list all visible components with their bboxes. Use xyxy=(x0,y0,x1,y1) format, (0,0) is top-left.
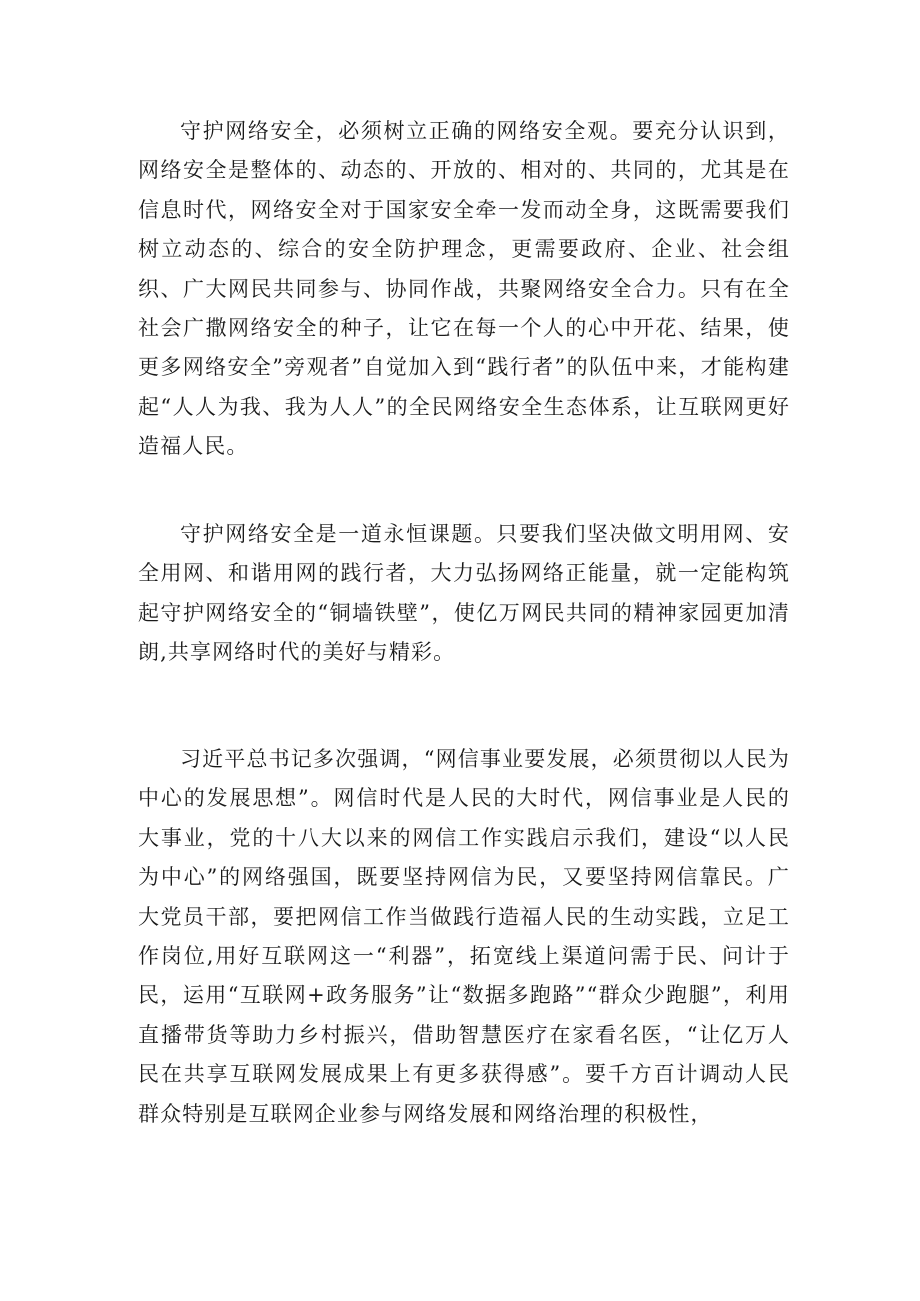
paragraph-eternal-topic: 守护网络安全是一道永恒课题。只要我们坚决做文明用网、安全用网、和谐用网的践行者，大力弘扬网络正能量，就一定能构筑起守护网络安全的“铜墙铁壁”，使亿万网民共同的精神家园更加清朗,共享网络时代的美好与精彩。 xyxy=(138,522,790,665)
paragraph-network-security-view: 守护网络安全，必须树立正确的网络安全观。要充分认识到，网络安全是整体的、动态的、开放的、相对的、共同的，尤其是在信息时代，网络安全对于国家安全牵一发而动全身，这既需要我们树立动态的、综合的安全防护理念，更需要政府、企业、社会组织、广大网民共同参与、协同作战，共聚网络安全合力。只有在全社会广撒网络安全的种子，让它在每一个人的心中开花、结果，使更多网络安全”旁观者”自觉加入到“践行者”的队伍中来，才能构建起“人人为我、我为人人”的全民网络安全生态体系，让互联网更好造福人民。 xyxy=(138,119,790,459)
paragraph-people-centered: 习近平总书记多次强调，“网信事业要发展，必须贯彻以人民为中心的发展思想”。网信时代是人民的大时代，网信事业是人民的大事业，党的十八大以来的网信工作实践启示我们，建设“以人民为中心”的网络强国，既要坚持网信为民，又要坚持网信靠民。广大党员干部，要把网信工作当做践行造福人民的生动实践，立足工作岗位,用好互联网这一“利器”，拓宽线上渠道问需于民、问计于民，运用“互联网+政务服务”让“数据多跑路”“群众少跑腿”，利用直播带货等助力乡村振兴，借助智慧医疗在家看名医，“让亿万人民在共享互联网发展成果上有更多获得感”。要千方百计调动人民群众特别是互联网企业参与网络发展和网络治理的积极性， xyxy=(138,747,790,1126)
